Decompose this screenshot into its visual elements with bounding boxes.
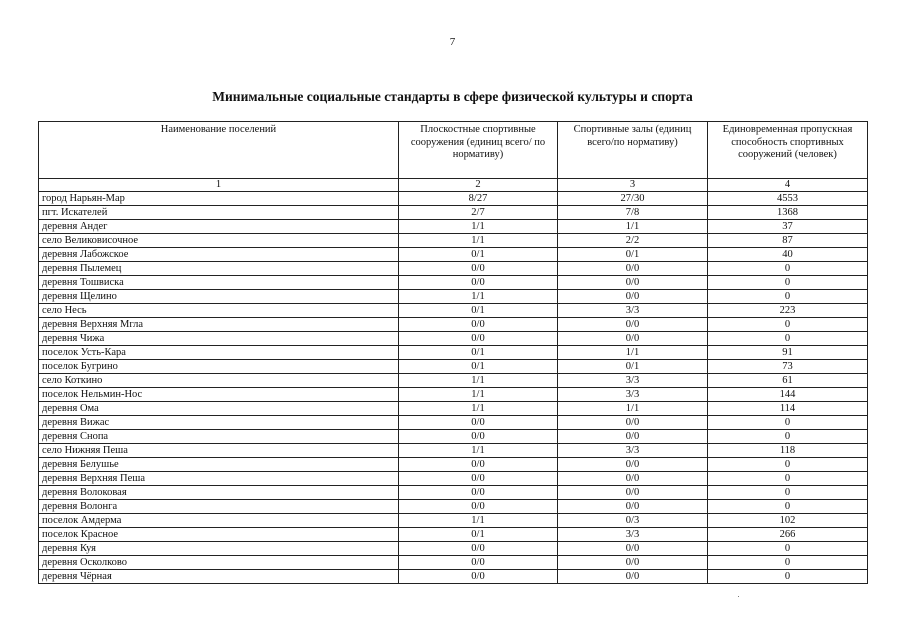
table-header-row bbox=[39, 122, 868, 179]
sport-halls-cell: 3/3 bbox=[558, 528, 708, 542]
sport-halls-cell: 0/0 bbox=[558, 430, 708, 444]
settlement-name-cell: деревня Щелино bbox=[39, 290, 399, 304]
capacity-cell: 0 bbox=[708, 276, 868, 290]
table-row bbox=[39, 374, 868, 388]
settlement-name-cell: деревня Осколково bbox=[39, 556, 399, 570]
sport-halls-cell: 0/0 bbox=[558, 542, 708, 556]
settlement-name-cell: город Нарьян-Мар bbox=[39, 192, 399, 206]
table-row bbox=[39, 304, 868, 318]
outdoor-facilities-cell: 1/1 bbox=[399, 290, 558, 304]
table-row bbox=[39, 528, 868, 542]
column-number-row bbox=[39, 179, 868, 192]
settlement-name-cell: пгт. Искателей bbox=[39, 206, 399, 220]
outdoor-facilities-cell: 8/27 bbox=[399, 192, 558, 206]
capacity-cell: 4553 bbox=[708, 192, 868, 206]
sport-halls-cell: 1/1 bbox=[558, 346, 708, 360]
outdoor-facilities-cell: 0/0 bbox=[399, 262, 558, 276]
table-row bbox=[39, 430, 868, 444]
header-settlement: Наименование поселений bbox=[39, 122, 399, 179]
table-row bbox=[39, 388, 868, 402]
outdoor-facilities-cell: 0/0 bbox=[399, 472, 558, 486]
capacity-cell: 0 bbox=[708, 472, 868, 486]
table-row bbox=[39, 444, 868, 458]
outdoor-facilities-cell: 0/1 bbox=[399, 304, 558, 318]
sport-halls-cell: 2/2 bbox=[558, 234, 708, 248]
outdoor-facilities-cell: 1/1 bbox=[399, 234, 558, 248]
sport-halls-cell: 0/0 bbox=[558, 416, 708, 430]
table-row bbox=[39, 486, 868, 500]
settlement-name-cell: поселок Амдерма bbox=[39, 514, 399, 528]
settlement-name-cell: деревня Белушье bbox=[39, 458, 399, 472]
settlement-name-cell: поселок Красное bbox=[39, 528, 399, 542]
sport-halls-cell: 0/0 bbox=[558, 318, 708, 332]
settlement-name-cell: деревня Тошвиска bbox=[39, 276, 399, 290]
outdoor-facilities-cell: 1/1 bbox=[399, 220, 558, 234]
capacity-cell: 0 bbox=[708, 318, 868, 332]
sport-halls-cell: 0/0 bbox=[558, 472, 708, 486]
settlement-name-cell: деревня Лабожское bbox=[39, 248, 399, 262]
sport-halls-cell: 0/1 bbox=[558, 248, 708, 262]
settlement-name-cell: поселок Нельмин-Нос bbox=[39, 388, 399, 402]
standards-table bbox=[38, 121, 868, 584]
sport-halls-cell: 0/0 bbox=[558, 486, 708, 500]
capacity-cell: 37 bbox=[708, 220, 868, 234]
sport-halls-cell: 3/3 bbox=[558, 304, 708, 318]
sport-halls-cell: 3/3 bbox=[558, 444, 708, 458]
settlement-name-cell: село Коткино bbox=[39, 374, 399, 388]
settlement-name-cell: деревня Чижа bbox=[39, 332, 399, 346]
settlement-name-cell: деревня Волоковая bbox=[39, 486, 399, 500]
capacity-cell: 144 bbox=[708, 388, 868, 402]
sport-halls-cell: 0/1 bbox=[558, 360, 708, 374]
table-row bbox=[39, 360, 868, 374]
capacity-cell: 0 bbox=[708, 486, 868, 500]
outdoor-facilities-cell: 0/0 bbox=[399, 416, 558, 430]
capacity-cell: 61 bbox=[708, 374, 868, 388]
table-row bbox=[39, 192, 868, 206]
settlement-name-cell: деревня Волонга bbox=[39, 500, 399, 514]
settlement-name-cell: деревня Ома bbox=[39, 402, 399, 416]
header-outdoor-facilities: Плоскостные спортивные сооружения (единиц всего/ по нормативу) bbox=[399, 122, 558, 179]
capacity-cell: 1368 bbox=[708, 206, 868, 220]
settlement-name-cell: деревня Верхняя Пеша bbox=[39, 472, 399, 486]
table-row bbox=[39, 346, 868, 360]
outdoor-facilities-cell: 0/0 bbox=[399, 458, 558, 472]
capacity-cell: 0 bbox=[708, 290, 868, 304]
table-row bbox=[39, 458, 868, 472]
sport-halls-cell: 0/0 bbox=[558, 332, 708, 346]
settlement-name-cell: деревня Куя bbox=[39, 542, 399, 556]
table-row bbox=[39, 206, 868, 220]
capacity-cell: 0 bbox=[708, 500, 868, 514]
table-row bbox=[39, 332, 868, 346]
sport-halls-cell: 1/1 bbox=[558, 220, 708, 234]
sport-halls-cell: 7/8 bbox=[558, 206, 708, 220]
settlement-name-cell: село Несь bbox=[39, 304, 399, 318]
table-row bbox=[39, 402, 868, 416]
settlement-name-cell: деревня Чёрная bbox=[39, 570, 399, 584]
outdoor-facilities-cell: 0/0 bbox=[399, 500, 558, 514]
sport-halls-cell: 0/0 bbox=[558, 262, 708, 276]
settlement-name-cell: деревня Вижас bbox=[39, 416, 399, 430]
table-row bbox=[39, 290, 868, 304]
sport-halls-cell: 0/3 bbox=[558, 514, 708, 528]
settlement-name-cell: деревня Верхняя Мгла bbox=[39, 318, 399, 332]
capacity-cell: 118 bbox=[708, 444, 868, 458]
table-body bbox=[39, 192, 868, 584]
sport-halls-cell: 3/3 bbox=[558, 388, 708, 402]
page-number: 7 bbox=[449, 36, 456, 48]
column-number: 1 bbox=[39, 179, 399, 192]
table-row bbox=[39, 472, 868, 486]
capacity-cell: 0 bbox=[708, 430, 868, 444]
capacity-cell: 0 bbox=[708, 542, 868, 556]
table-row bbox=[39, 514, 868, 528]
outdoor-facilities-cell: 0/0 bbox=[399, 542, 558, 556]
sport-halls-cell: 0/0 bbox=[558, 500, 708, 514]
outdoor-facilities-cell: 0/1 bbox=[399, 528, 558, 542]
capacity-cell: 102 bbox=[708, 514, 868, 528]
settlement-name-cell: деревня Пылемец bbox=[39, 262, 399, 276]
capacity-cell: 0 bbox=[708, 262, 868, 276]
table-row bbox=[39, 276, 868, 290]
sport-halls-cell: 0/0 bbox=[558, 556, 708, 570]
table-row bbox=[39, 318, 868, 332]
header-capacity: Единовременная пропускная способность спортивных сооружений (человек) bbox=[708, 122, 868, 179]
capacity-cell: 0 bbox=[708, 416, 868, 430]
capacity-cell: 73 bbox=[708, 360, 868, 374]
settlement-name-cell: поселок Бугрино bbox=[39, 360, 399, 374]
outdoor-facilities-cell: 0/1 bbox=[399, 346, 558, 360]
column-number: 3 bbox=[558, 179, 708, 192]
sport-halls-cell: 27/30 bbox=[558, 192, 708, 206]
outdoor-facilities-cell: 0/0 bbox=[399, 486, 558, 500]
outdoor-facilities-cell: 0/0 bbox=[399, 332, 558, 346]
outdoor-facilities-cell: 2/7 bbox=[399, 206, 558, 220]
outdoor-facilities-cell: 1/1 bbox=[399, 514, 558, 528]
header-sport-halls: Спортивные залы (единиц всего/по нормативу) bbox=[558, 122, 708, 179]
capacity-cell: 0 bbox=[708, 570, 868, 584]
capacity-cell: 266 bbox=[708, 528, 868, 542]
capacity-cell: 91 bbox=[708, 346, 868, 360]
settlement-name-cell: поселок Усть-Кара bbox=[39, 346, 399, 360]
table-row bbox=[39, 542, 868, 556]
outdoor-facilities-cell: 0/0 bbox=[399, 430, 558, 444]
outdoor-facilities-cell: 1/1 bbox=[399, 388, 558, 402]
capacity-cell: 114 bbox=[708, 402, 868, 416]
outdoor-facilities-cell: 0/1 bbox=[399, 248, 558, 262]
column-number: 4 bbox=[708, 179, 868, 192]
settlement-name-cell: деревня Снопа bbox=[39, 430, 399, 444]
capacity-cell: 0 bbox=[708, 458, 868, 472]
outdoor-facilities-cell: 1/1 bbox=[399, 444, 558, 458]
settlement-name-cell: село Великовисочное bbox=[39, 234, 399, 248]
scan-speck bbox=[738, 596, 739, 597]
table-row bbox=[39, 570, 868, 584]
table-row bbox=[39, 416, 868, 430]
table-row bbox=[39, 262, 868, 276]
table-row bbox=[39, 234, 868, 248]
capacity-cell: 0 bbox=[708, 556, 868, 570]
table-row bbox=[39, 220, 868, 234]
sport-halls-cell: 0/0 bbox=[558, 570, 708, 584]
outdoor-facilities-cell: 0/0 bbox=[399, 556, 558, 570]
capacity-cell: 40 bbox=[708, 248, 868, 262]
sport-halls-cell: 3/3 bbox=[558, 374, 708, 388]
settlement-name-cell: деревня Андег bbox=[39, 220, 399, 234]
capacity-cell: 87 bbox=[708, 234, 868, 248]
sport-halls-cell: 0/0 bbox=[558, 290, 708, 304]
sport-halls-cell: 0/0 bbox=[558, 458, 708, 472]
column-number: 2 bbox=[399, 179, 558, 192]
page-title: Минимальные социальные стандарты в сфере физической культуры и спорта bbox=[212, 89, 693, 104]
outdoor-facilities-cell: 0/0 bbox=[399, 570, 558, 584]
capacity-cell: 223 bbox=[708, 304, 868, 318]
outdoor-facilities-cell: 0/0 bbox=[399, 318, 558, 332]
settlement-name-cell: село Нижняя Пеша bbox=[39, 444, 399, 458]
sport-halls-cell: 1/1 bbox=[558, 402, 708, 416]
outdoor-facilities-cell: 1/1 bbox=[399, 374, 558, 388]
sport-halls-cell: 0/0 bbox=[558, 276, 708, 290]
outdoor-facilities-cell: 1/1 bbox=[399, 402, 558, 416]
capacity-cell: 0 bbox=[708, 332, 868, 346]
outdoor-facilities-cell: 0/0 bbox=[399, 276, 558, 290]
table-row bbox=[39, 500, 868, 514]
table-row bbox=[39, 556, 868, 570]
outdoor-facilities-cell: 0/1 bbox=[399, 360, 558, 374]
table-row bbox=[39, 248, 868, 262]
